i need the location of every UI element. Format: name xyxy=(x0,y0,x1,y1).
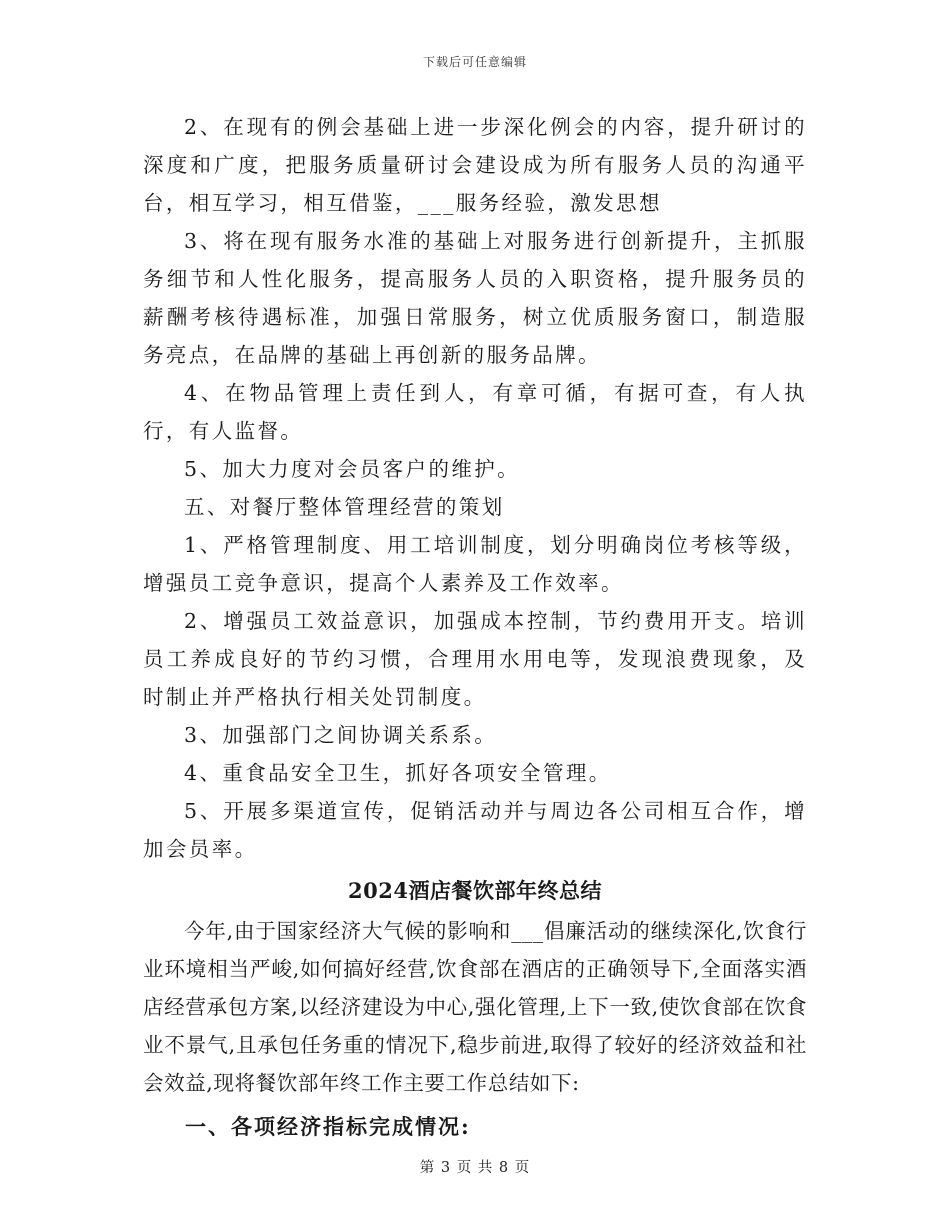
article-intro: 今年,由于国家经济大气候的影响和___倡廉活动的继续深化,饮食行业环境相当严峻,如何搞好经营,饮食部在酒店的正确领导下,全面落实酒店经营承包方案,以经济建设为中心,强化管理,上下一致,使饮食部在饮食业不景气,且承包任务重的情况下,稳步前进,取得了较好的经济效益和社会效益,现将餐饮部年终工作主要工作总结如下: xyxy=(143,919,807,1095)
document-body xyxy=(143,108,807,1146)
paragraph: 4、重食品安全卫生，抓好各项安全管理。 xyxy=(184,761,612,785)
page-header-note: 下载后可任意编辑 xyxy=(422,55,527,69)
paragraph: 2、在现有的例会基础上进一步深化例会的内容，提升研讨的深度和广度，把服务质量研讨会建设成为所有服务人员的沟通平台，相互学习，相互借鉴，___服务经验，激发思想 xyxy=(143,115,807,215)
paragraph: 3、将在现有服务水准的基础上对服务进行创新提升，主抓服务细节和人性化服务，提高服务人员的入职资格，提升服务员的薪酬考核待遇标准，加强日常服务，树立优质服务窗口，制造服务亮点，在品牌的基础上再创新的服务品牌。 xyxy=(143,229,807,367)
article-heading-1: 一、各项经济指标完成情况: xyxy=(185,1114,471,1139)
article-title: 2024酒店餐饮部年终总结 xyxy=(348,878,602,903)
paragraph: 4、在物品管理上责任到人，有章可循，有据可查，有人执行，有人监督。 xyxy=(143,381,807,443)
section-heading: 五、对餐厅整体管理经营的策划 xyxy=(184,495,505,519)
paragraph: 5、加大力度对会员客户的维护。 xyxy=(184,457,521,481)
paragraph: 1、严格管理制度、用工培训制度，划分明确岗位考核等级，增强员工竞争意识，提高个人素养及工作效率。 xyxy=(143,533,807,595)
article-body xyxy=(143,912,807,1102)
page-number: 第 3 页 共 8 页 xyxy=(419,1160,531,1176)
paragraph: 5、开展多渠道宣传，促销活动并与周边各公司相互合作，增加会员率。 xyxy=(143,799,807,861)
paragraph: 2、增强员工效益意识，加强成本控制，节约费用开支。培训员工养成良好的节约习惯，合理用水用电等，发现浪费现象，及时制止并严格执行相关处罚制度。 xyxy=(143,609,807,709)
paragraph: 3、加强部门之间协调关系系。 xyxy=(184,723,498,747)
